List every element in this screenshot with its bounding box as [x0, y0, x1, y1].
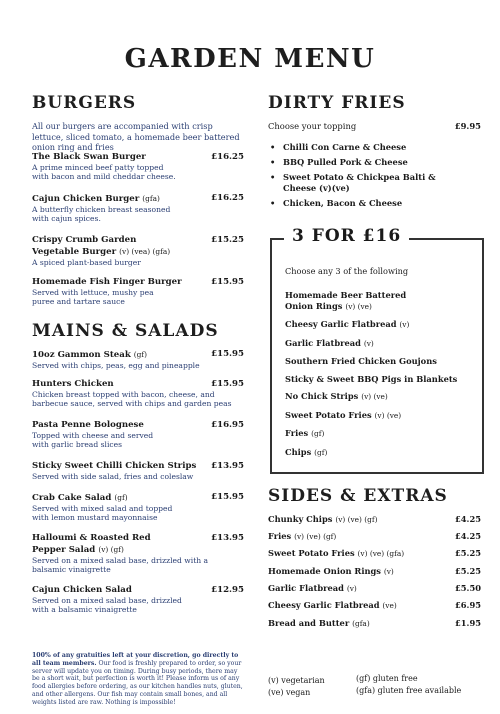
- list-item: Sticky & Sweet BBQ Pigs in Blankets: [285, 373, 458, 384]
- bullet-icon: •: [270, 157, 276, 167]
- item-description: A butterfly chicken breast seasoned with cajun spices.: [32, 205, 171, 224]
- side-item: Homemade Onion Rings (v) £5.25: [268, 566, 481, 576]
- dietary-legend-gf: (gf) gluten free: [356, 674, 418, 683]
- list-item: • Chicken, Bacon & Cheese: [270, 198, 403, 208]
- side-item: Sweet Potato Fries (v) (ve) (gfa) £5.25: [268, 548, 481, 558]
- item-dietary-note: (v): [399, 320, 410, 329]
- item-price: £13.95: [211, 461, 244, 471]
- item-name: Cajun Chicken Salad: [32, 585, 132, 595]
- item-price: £15.95: [211, 379, 244, 389]
- item-description: A prime minced beef patty topped with bacon and mild cheddar cheese.: [32, 163, 176, 182]
- list-item: • Chilli Con Carne & Cheese: [270, 142, 407, 152]
- item-description: Served with chips, peas, egg and pineapple: [32, 361, 200, 370]
- item-dietary-note: (v) (ve) (gfa): [357, 549, 405, 558]
- bullet-icon: •: [270, 172, 276, 182]
- item-description: Served with mixed salad and topped with lemon mustard mayonnaise: [32, 504, 173, 523]
- item-price: £1.95: [455, 618, 481, 628]
- item-name: 10oz Gammon Steak: [32, 350, 131, 360]
- item-description: Served on a mixed salad base, drizzled with a balsamic vinaigrette: [32, 596, 182, 615]
- item-dietary-note: (gfa): [352, 619, 370, 628]
- item-description: Topped with cheese and served with garlic bread slices: [32, 431, 154, 450]
- menu-title: GARDEN MENU: [124, 44, 376, 74]
- menu-item: [32, 585, 244, 615]
- list-item: • Sweet Potato & Chickpea Balti & Cheese (v)(ve): [270, 172, 436, 193]
- item-dietary-note: (ve): [382, 601, 397, 610]
- side-item: Chunky Chips (v) (ve) (gf) £4.25: [268, 514, 481, 524]
- item-price: £4.25: [455, 531, 481, 541]
- item-price: £4.25: [455, 514, 481, 524]
- item-dietary-note: (v) (ve) (gf): [335, 515, 378, 524]
- menu-item: [32, 461, 244, 481]
- item-name: Halloumi & Roasted Red Pepper Salad: [32, 533, 151, 555]
- item-dietary-note: (v) (ve): [361, 392, 388, 401]
- item-price: £13.95: [211, 533, 244, 543]
- bullet-icon: •: [270, 198, 276, 208]
- dirty-fries-price: £9.95: [454, 121, 481, 131]
- list-item: Chips (gf): [285, 446, 328, 457]
- item-name: Cajun Chicken Burger: [32, 194, 140, 204]
- side-item: Fries (v) (ve) (gf) £4.25: [268, 531, 481, 541]
- item-dietary-note: (v) (ve): [345, 301, 372, 311]
- item-dietary-note: (v) (ve) (gf): [294, 532, 337, 541]
- burgers-intro: All our burgers are accompanied with crisp lettuce, sliced tomato, a homemade beer battered onion ring and fries: [32, 121, 240, 152]
- item-price: £5.25: [455, 566, 481, 576]
- menu-item: [32, 277, 244, 307]
- menu-item: [32, 533, 244, 575]
- item-price: £5.50: [455, 583, 481, 593]
- item-dietary-note: (v) (ve): [374, 410, 402, 420]
- menu-item: [32, 193, 244, 224]
- dietary-legend-gfa: (gfa) gluten free available: [356, 686, 462, 695]
- item-price: £16.25: [211, 193, 244, 203]
- item-description: Chicken breast topped with bacon, cheese, and barbecue sauce, served with chips and garden peas: [32, 390, 232, 409]
- three-for-subtitle: Choose any 3 of the following: [285, 266, 409, 276]
- three-for-heading: 3 FOR £16: [284, 226, 409, 246]
- list-item: Cheesy Garlic Flatbread (v): [285, 319, 410, 329]
- item-name: Crab Cake Salad: [32, 493, 112, 503]
- item-price: £12.95: [211, 585, 244, 595]
- item-price: £15.95: [211, 349, 244, 359]
- side-item: Garlic Flatbread (v) £5.50: [268, 583, 481, 593]
- item-price: £15.25: [211, 235, 244, 245]
- item-price: £15.95: [211, 277, 244, 287]
- item-name: The Black Swan Burger: [32, 152, 146, 162]
- item-name: Crispy Crumb Garden Vegetable Burger: [32, 235, 137, 257]
- list-item: Sweet Potato Fries (v) (ve): [285, 409, 402, 420]
- gratuity-notice: 100% of any gratuities left at your discretion, go directly to all team members.: [32, 652, 239, 667]
- list-item: Fries (gf): [285, 428, 325, 438]
- item-dietary-note: (gf): [314, 447, 328, 457]
- menu-item: [32, 235, 244, 267]
- dirty-fries-heading: DIRTY FRIES: [268, 93, 406, 113]
- side-item: Bread and Butter (gfa) £1.95: [268, 618, 481, 628]
- item-dietary-note: (gf): [311, 429, 325, 438]
- bullet-icon: •: [270, 142, 276, 152]
- item-dietary-note: (v): [383, 567, 394, 576]
- item-price: £16.95: [211, 420, 244, 430]
- burgers-heading: BURGERS: [32, 93, 137, 113]
- dirty-fries-subtitle-row: [268, 121, 481, 131]
- list-item: Southern Fried Chicken Goujons: [285, 356, 437, 366]
- mains-heading: MAINS & SALADS: [32, 321, 219, 341]
- dirty-fries-list: [268, 142, 481, 213]
- item-description: A spiced plant-based burger: [32, 258, 141, 267]
- item-name: Homemade Fish Finger Burger: [32, 277, 182, 287]
- item-dietary-note: (gf): [133, 350, 148, 359]
- menu-item: [32, 492, 244, 523]
- item-name: Pasta Penne Bolognese: [32, 420, 144, 430]
- dietary-legend-v: (v) vegetarian: [268, 676, 325, 685]
- menu-item: [32, 420, 244, 450]
- item-dietary-note: (gf): [114, 493, 128, 502]
- item-name: Hunters Chicken: [32, 379, 114, 389]
- side-item: Cheesy Garlic Flatbread (ve) £6.95: [268, 600, 481, 610]
- item-description: Served with lettuce, mushy pea puree and tartare sauce: [32, 288, 154, 307]
- item-price: £5.25: [455, 548, 481, 558]
- sides-heading: SIDES & EXTRAS: [268, 486, 448, 506]
- list-item: Garlic Flatbread (v): [285, 337, 374, 348]
- item-dietary-note: (v) (vea) (gfa): [119, 247, 171, 256]
- menu-item: [32, 349, 244, 370]
- dirty-fries-subtitle: Choose your topping: [268, 121, 357, 131]
- item-price: £6.95: [455, 600, 481, 610]
- list-item: • BBQ Pulled Pork & Cheese: [270, 157, 408, 167]
- menu-item: [32, 152, 244, 182]
- item-name: Sticky Sweet Chilli Chicken Strips: [32, 461, 197, 471]
- list-item: No Chick Strips (v) (ve): [285, 391, 388, 401]
- allergy-notice: Our food is freshly prepared to order, so your server will update you on timing. During busy periods, there may be a short wait, but perfection is worth it! Please inform us of any food allergies before ordering, as our kitchen handles nuts, gluten, and other allergens. Our fish may contain small bones, and all weights listed are raw. Nothing is impossible!: [32, 659, 243, 706]
- list-item: Homemade Beer Battered Onion Rings (v) (ve): [285, 290, 407, 311]
- three-for-list: [285, 290, 470, 458]
- menu-item: [32, 379, 244, 409]
- footer-notice: [32, 652, 246, 707]
- item-price: £15.95: [211, 492, 244, 502]
- item-description: Served on a mixed salad base, drizzled with a balsamic vinaigrette: [32, 556, 209, 575]
- item-dietary-note: (v) (gf): [98, 545, 124, 554]
- item-price: £16.25: [211, 152, 244, 162]
- item-dietary-note: (v): [363, 338, 374, 348]
- item-dietary-note: (gfa): [142, 194, 160, 203]
- dietary-legend-ve: (ve) vegan: [268, 688, 311, 697]
- item-dietary-note: (v): [346, 584, 357, 593]
- item-description: Served with side salad, fries and coleslaw: [32, 472, 194, 481]
